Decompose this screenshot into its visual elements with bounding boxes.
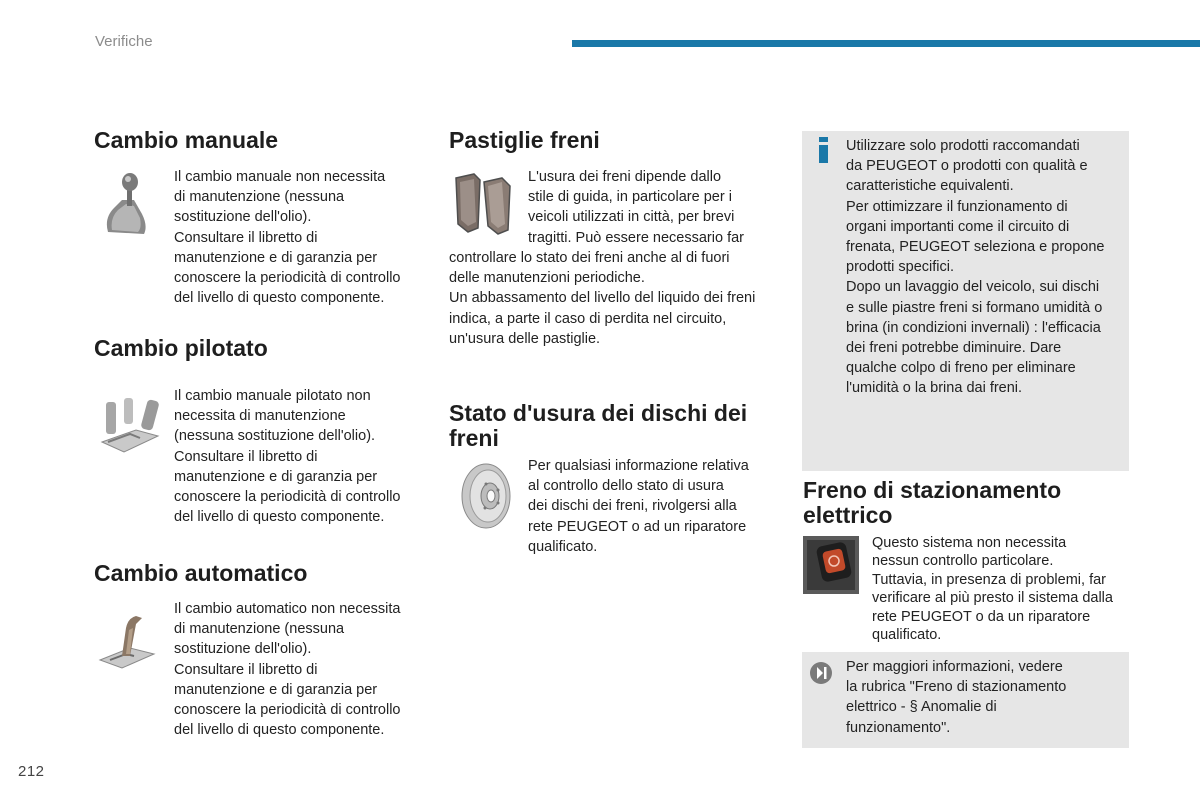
text-pastiglie-beside: L'usura dei freni dipende dallo stile di guida, in particolare per i veicoli utilizzati in città, per brevi tragitti. Può essere necessario far xyxy=(528,169,744,246)
manual-gear-lever-icon xyxy=(100,170,152,238)
title-cambio-automatico: Cambio automatico xyxy=(94,560,308,586)
text-pastiglie-full: controllare lo stato dei freni anche al di fuori delle manutenzioni periodiche. Un abbassamento del livello del liquido dei freni indica, a parte il caso di perdita nel circuito, un'usura delle pastiglie. xyxy=(449,250,756,347)
text-cambio-manuale: Il cambio manuale non necessita di manutenzione (nessuna sostituzione dell'olio). Consultare il libretto di manutenzione e di garanzia per conoscere la periodicità di controllo del livello di questo componente. xyxy=(174,169,401,307)
piloted-gear-lever-icon xyxy=(96,392,166,456)
title-cambio-pilotato: Cambio pilotato xyxy=(94,335,268,361)
parking-brake-switch-icon xyxy=(803,536,859,594)
title-stato-dischi: Stato d'usura dei dischi dei freni xyxy=(449,400,748,451)
text-stato-dischi: Per qualsiasi informazione relativa al controllo dello stato di usura dei dischi dei freni, rivolgersi alla rete PEUGEOT o ad un riparatore qualificato. xyxy=(528,458,749,555)
title-freno-stazionamento: Freno di stazionamento elettrico xyxy=(803,477,1062,528)
next-arrow-icon xyxy=(810,662,832,684)
text-info-box: Utilizzare solo prodotti raccomandati da PEUGEOT o prodotti con qualità e caratteristiche equivalenti. Per ottimizzare il funzionamento di organi importanti come il circuito di frenata, PEUGEOT seleziona e propone prodotti specifici. Dopo un lavaggio del veicolo, sui dischi e sulle piastre freni si formano umidità o brina (in condizioni invernali) : l'efficacia dei freni potrebbe diminuire. Dare qualche colpo di freno per eliminare l'umidità o la brina dai freni. xyxy=(846,138,1105,397)
automatic-gear-lever-icon xyxy=(96,608,158,672)
text-freno-stazionamento: Questo sistema non necessita nessun controllo particolare. Tuttavia, in presenza di problemi, far verificare al più presto il sistema dalla rete PEUGEOT o da un riparatore qualificato. xyxy=(872,535,1113,644)
page-number: 212 xyxy=(18,763,45,780)
title-cambio-manuale: Cambio manuale xyxy=(94,127,279,153)
header-accent-bar xyxy=(572,40,1200,47)
title-pastiglie-freni: Pastiglie freni xyxy=(449,127,600,153)
brake-pads-icon xyxy=(450,170,516,236)
text-more-info: Per maggiori informazioni, vedere la rubrica "Freno di stazionamento elettrico - § Anomalie di funzionamento". xyxy=(846,659,1067,736)
text-cambio-automatico: Il cambio automatico non necessita di manutenzione (nessuna sostituzione dell'olio). Consultare il libretto di manutenzione e di garanzia per conoscere la periodicità di controllo del livello di questo componente. xyxy=(174,601,401,739)
brake-disc-icon xyxy=(456,462,512,530)
text-cambio-pilotato: Il cambio manuale pilotato non necessita di manutenzione (nessuna sostituzione dell'olio). Consultare il libretto di manutenzione e di garanzia per conoscere la periodicità di controllo del livello di questo componente. xyxy=(174,388,401,526)
info-icon xyxy=(818,137,830,163)
section-header: Verifiche xyxy=(95,33,153,50)
